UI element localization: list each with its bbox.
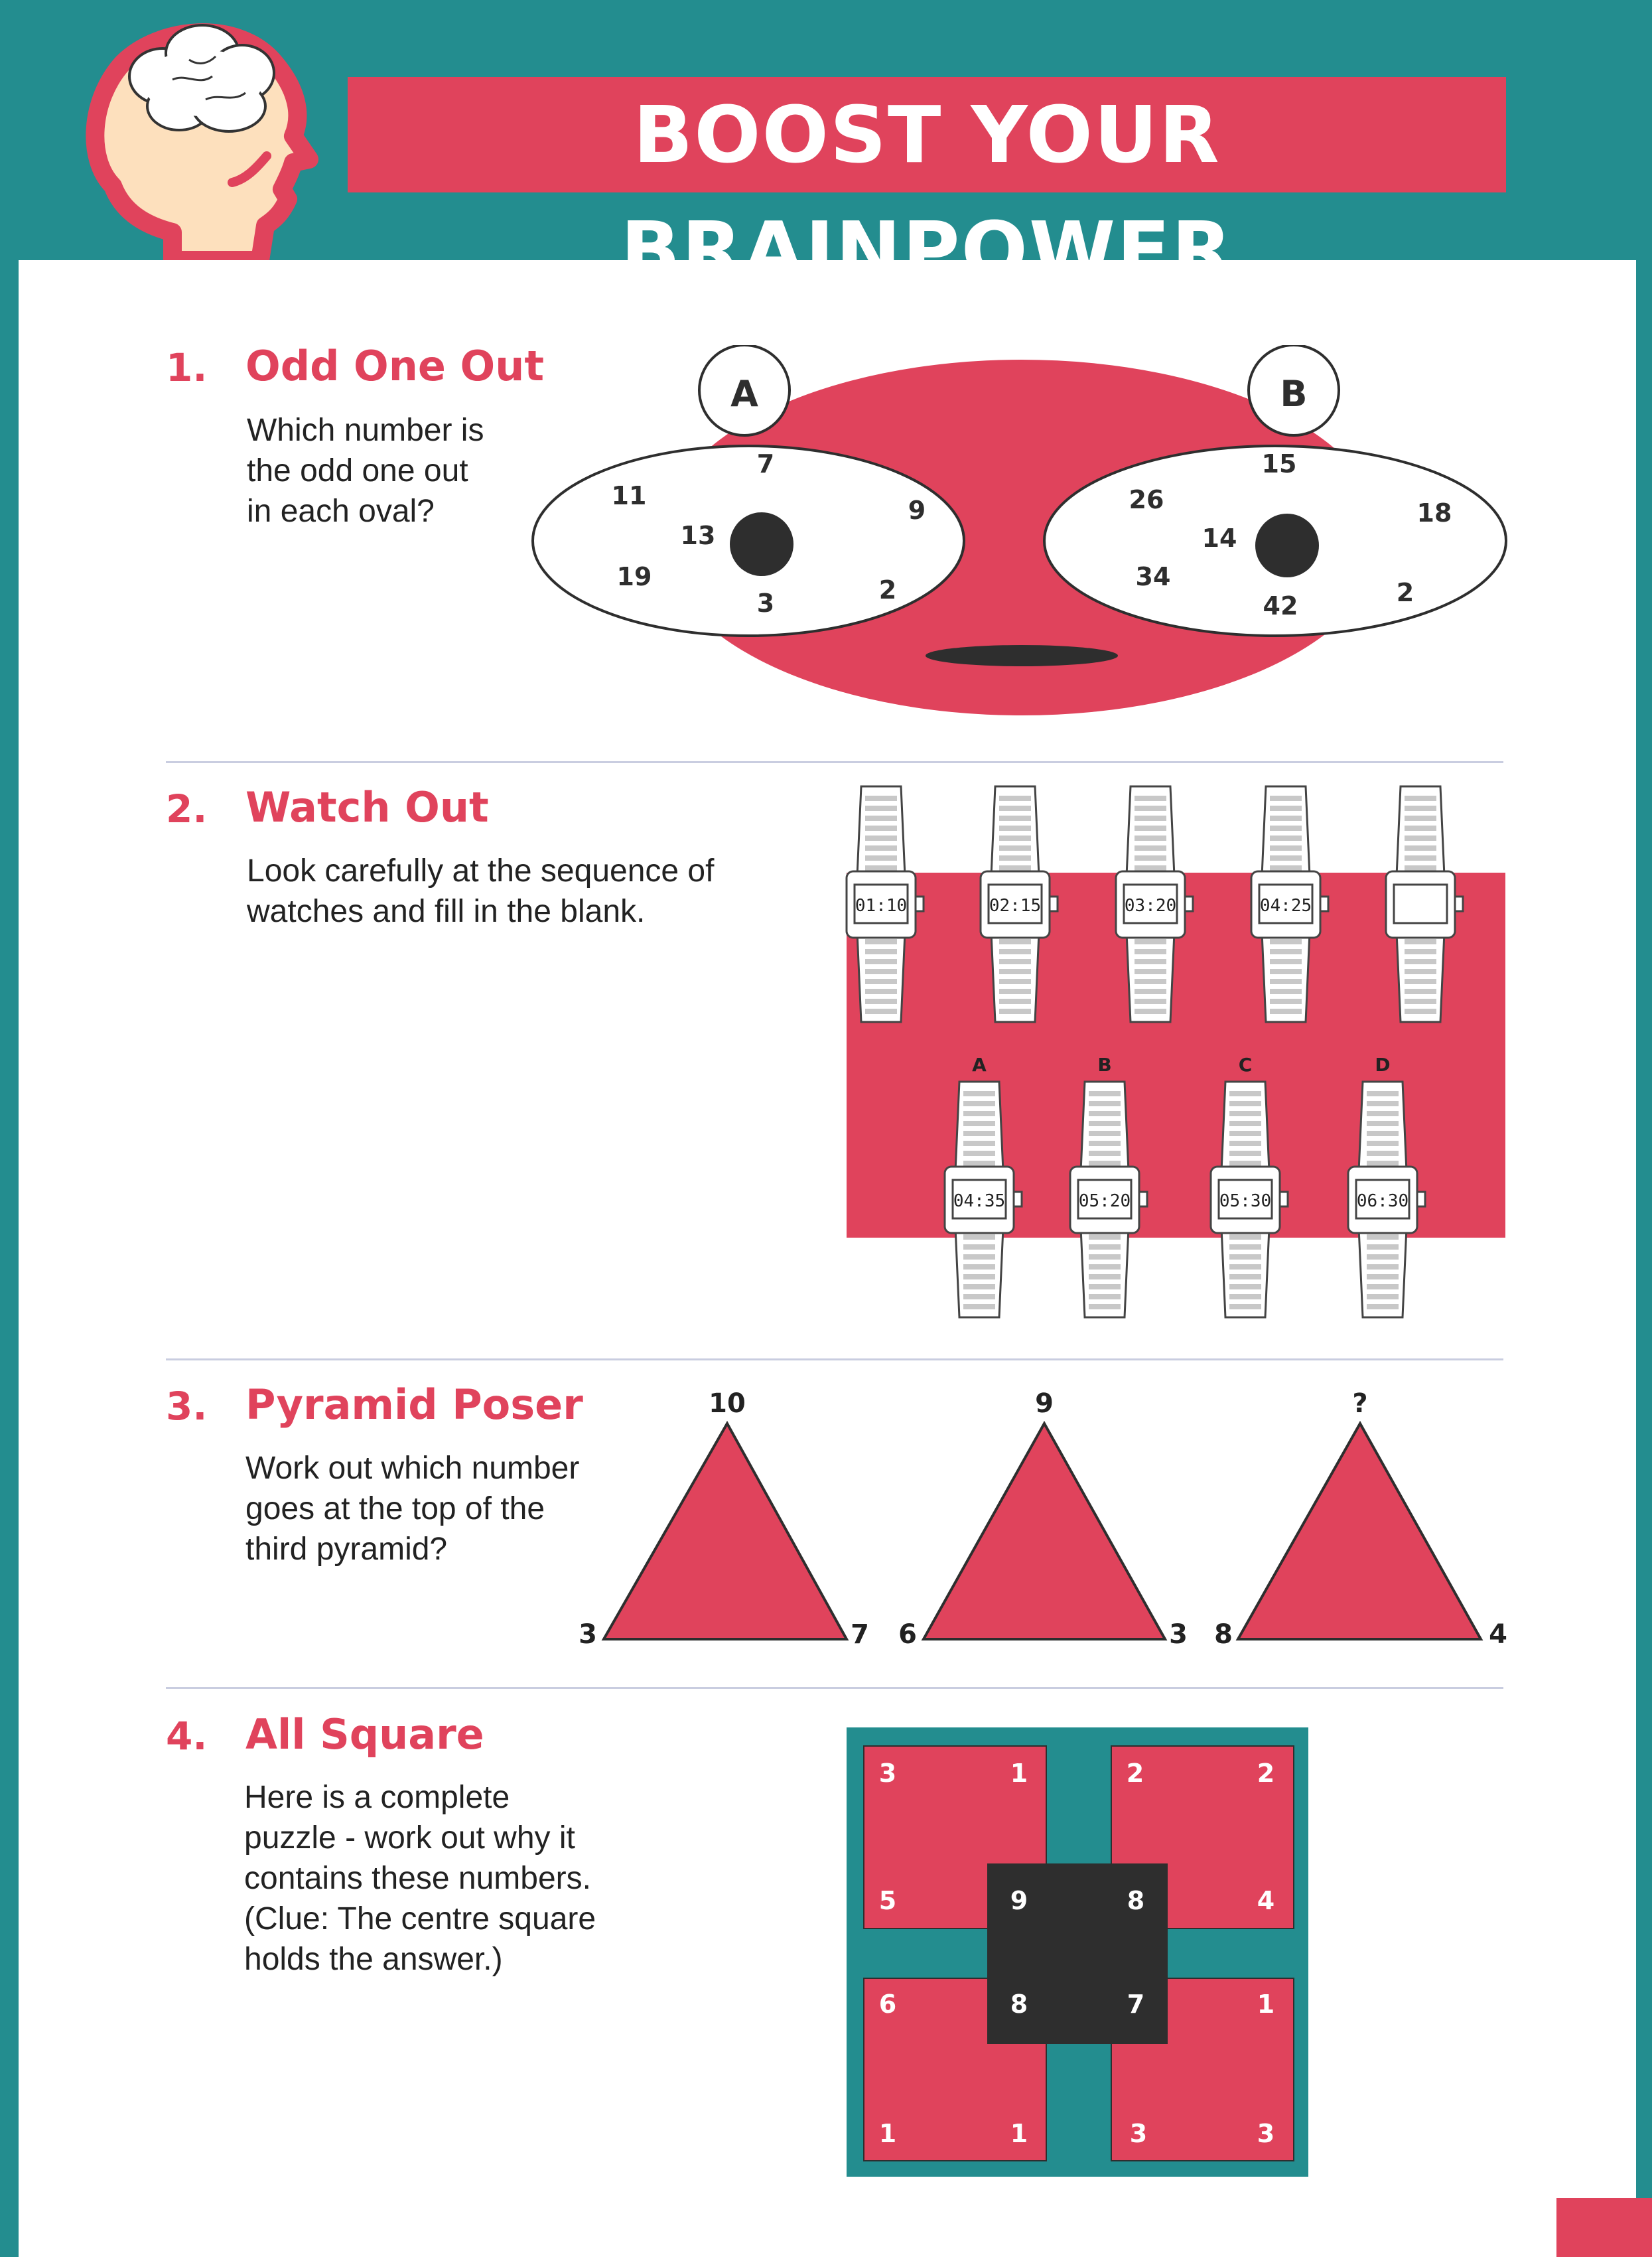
oval-b-number: 26	[1129, 485, 1164, 514]
strap-stripe	[1367, 1274, 1399, 1279]
oval-b-number: 18	[1416, 498, 1452, 528]
text-line: Look carefully at the sequence of	[247, 853, 715, 889]
strap-stripe	[865, 806, 897, 811]
watch-strap	[1262, 932, 1310, 1022]
watch-strap	[1081, 1228, 1129, 1317]
strap-stripe	[999, 836, 1031, 841]
text-line: watches and fill in the blank.	[247, 894, 646, 929]
strap-stripe	[1367, 1244, 1399, 1250]
strap-stripe	[1229, 1244, 1261, 1250]
strap-stripe	[1270, 796, 1302, 801]
text-line: (Clue: The centre square	[244, 1901, 596, 1936]
strap-stripe	[1367, 1294, 1399, 1299]
strap-stripe	[999, 969, 1031, 974]
pyramids-figure	[571, 1380, 1513, 1652]
centre-number: 8	[1127, 1886, 1145, 1915]
square-number: 3	[1129, 2119, 1148, 2148]
strap-stripe	[1229, 1111, 1261, 1116]
strap-stripe	[865, 865, 897, 871]
text-line: Here is a complete	[244, 1780, 510, 1815]
strap-stripe	[999, 989, 1031, 994]
strap-stripe	[1135, 969, 1166, 974]
strap-stripe	[963, 1234, 995, 1240]
pyramid-1	[579, 1388, 869, 1650]
watch-strap	[1397, 932, 1444, 1022]
watch-strap	[1359, 1228, 1407, 1317]
watch-strap	[857, 932, 905, 1022]
watch-crown	[1050, 897, 1058, 911]
oval-b-pupil	[1255, 514, 1319, 577]
strap-stripe	[1089, 1264, 1121, 1270]
question-2-text	[247, 851, 714, 932]
oval-b-number: 34	[1135, 562, 1171, 591]
strap-stripe	[999, 999, 1031, 1004]
strap-stripe	[963, 1264, 995, 1270]
strap-stripe	[1270, 1009, 1302, 1014]
strap-stripe	[999, 816, 1031, 821]
text-line: contains these numbers.	[244, 1861, 591, 1896]
watch-strap	[991, 932, 1039, 1022]
text-line: holds the answer.)	[244, 1942, 503, 1977]
strap-stripe	[963, 1284, 995, 1289]
strap-stripe	[1405, 806, 1436, 811]
square-number: 1	[1257, 1990, 1275, 2019]
left-border	[0, 0, 19, 2257]
strap-stripe	[865, 979, 897, 984]
text-line: puzzle - work out why it	[244, 1820, 575, 1856]
strap-stripe	[1229, 1091, 1261, 1096]
pyramid-top-number: 9	[1035, 1388, 1054, 1419]
strap-stripe	[1229, 1294, 1261, 1299]
strap-stripe	[1270, 959, 1302, 964]
strap-stripe	[963, 1254, 995, 1260]
question-3-number: 3.	[166, 1384, 208, 1429]
strap-stripe	[1135, 999, 1166, 1004]
strap-stripe	[1367, 1284, 1399, 1289]
strap-stripe	[1367, 1101, 1399, 1106]
strap-stripe	[865, 999, 897, 1004]
all-square-figure	[847, 1727, 1311, 2179]
strap-stripe	[1135, 845, 1166, 851]
strap-stripe	[1367, 1111, 1399, 1116]
strap-stripe	[1405, 865, 1436, 871]
strap-stripe	[963, 1141, 995, 1146]
strap-stripe	[1135, 816, 1166, 821]
strap-stripe	[1089, 1091, 1121, 1096]
strap-stripe	[999, 806, 1031, 811]
pyramid-left-number: 3	[579, 1619, 597, 1650]
strap-stripe	[1135, 855, 1166, 861]
watch-strap	[1127, 932, 1174, 1022]
strap-stripe	[1270, 979, 1302, 984]
strap-stripe	[1405, 969, 1436, 974]
strap-stripe	[1089, 1111, 1121, 1116]
strap-stripe	[963, 1131, 995, 1136]
watch-crown	[1320, 897, 1328, 911]
strap-stripe	[1405, 959, 1436, 964]
centre-number: 8	[1010, 1990, 1028, 2019]
strap-stripe	[1135, 806, 1166, 811]
pyramid-top-number: 10	[709, 1388, 746, 1419]
watch-strap	[1221, 1228, 1269, 1317]
section-divider	[166, 1358, 1503, 1360]
strap-stripe	[1089, 1284, 1121, 1289]
strap-stripe	[1089, 1254, 1121, 1260]
strap-stripe	[1135, 989, 1166, 994]
strap-stripe	[999, 826, 1031, 831]
watch-crown	[1280, 1192, 1288, 1206]
strap-stripe	[865, 1009, 897, 1014]
strap-stripe	[999, 796, 1031, 801]
watch-sequence-figure	[843, 783, 1513, 1327]
strap-stripe	[1405, 1009, 1436, 1014]
watch-crown	[1455, 897, 1463, 911]
watch-time: 03:20	[1124, 896, 1177, 916]
text-line: third pyramid?	[245, 1532, 448, 1567]
oval-b-number: 15	[1261, 449, 1297, 478]
watch-option-label: C	[1238, 1054, 1253, 1076]
strap-stripe	[1229, 1264, 1261, 1270]
strap-stripe	[1367, 1151, 1399, 1156]
pyramid-2	[898, 1388, 1188, 1650]
strap-stripe	[963, 1091, 995, 1096]
strap-stripe	[1135, 796, 1166, 801]
watch-time: 02:15	[989, 896, 1042, 916]
strap-stripe	[1135, 865, 1166, 871]
watch-time: 01:10	[855, 896, 908, 916]
strap-stripe	[865, 826, 897, 831]
pyramid-left-number: 8	[1214, 1619, 1233, 1650]
centre-number: 7	[1127, 1990, 1145, 2019]
strap-stripe	[865, 969, 897, 974]
square-number: 1	[1010, 1759, 1028, 1788]
oval-a-number: 9	[908, 496, 926, 525]
square-number: 4	[1257, 1886, 1275, 1915]
watch-crown	[1139, 1192, 1147, 1206]
pyramid-left-number: 6	[898, 1619, 917, 1650]
strap-stripe	[1135, 949, 1166, 954]
strap-stripe	[963, 1274, 995, 1279]
pyramid-3	[1214, 1388, 1507, 1650]
square-number: 1	[1010, 2119, 1028, 2148]
strap-stripe	[1089, 1131, 1121, 1136]
square-number: 5	[878, 1886, 897, 1915]
text-line: in each oval?	[247, 494, 435, 529]
strap-stripe	[1229, 1304, 1261, 1309]
section-divider	[166, 761, 1503, 763]
watch-option-label: A	[972, 1054, 987, 1076]
strap-stripe	[1270, 969, 1302, 974]
triangle	[924, 1423, 1165, 1639]
oval-b-number: 2	[1396, 578, 1414, 607]
oval-b-number: 42	[1263, 591, 1298, 620]
strap-stripe	[1367, 1234, 1399, 1240]
strap-stripe	[1270, 949, 1302, 954]
question-2-title: Watch Out	[245, 783, 489, 832]
triangle	[604, 1423, 847, 1639]
strap-stripe	[865, 796, 897, 801]
strap-stripe	[1405, 796, 1436, 801]
strap-stripe	[963, 1151, 995, 1156]
strap-stripe	[1089, 1304, 1121, 1309]
question-4-text	[244, 1777, 596, 1980]
strap-stripe	[999, 865, 1031, 871]
watch-face	[1394, 885, 1447, 923]
watch-time: 06:30	[1356, 1191, 1409, 1211]
oval-a-label: A	[730, 373, 758, 415]
strap-stripe	[999, 949, 1031, 954]
strap-stripe	[1135, 939, 1166, 944]
strap-stripe	[1229, 1284, 1261, 1289]
oval-a-number: 2	[878, 575, 897, 605]
strap-stripe	[1405, 826, 1436, 831]
strap-stripe	[1135, 979, 1166, 984]
section-divider	[166, 1687, 1503, 1689]
strap-stripe	[1270, 989, 1302, 994]
question-4-title: All Square	[245, 1710, 484, 1759]
strap-stripe	[1405, 855, 1436, 861]
square-number: 6	[878, 1990, 897, 2019]
strap-stripe	[999, 959, 1031, 964]
strap-stripe	[1229, 1274, 1261, 1279]
brain-head-icon	[46, 0, 325, 260]
strap-stripe	[1270, 999, 1302, 1004]
strap-stripe	[963, 1111, 995, 1116]
strap-stripe	[1367, 1264, 1399, 1270]
watch-crown	[1417, 1192, 1425, 1206]
strap-stripe	[1405, 999, 1436, 1004]
strap-stripe	[1089, 1294, 1121, 1299]
strap-stripe	[1367, 1161, 1399, 1166]
right-border	[1636, 0, 1652, 2257]
strap-stripe	[999, 939, 1031, 944]
watch-time: 04:35	[953, 1191, 1006, 1211]
strap-stripe	[999, 845, 1031, 851]
text-line: the odd one out	[247, 453, 468, 488]
watch-option-label: D	[1375, 1054, 1391, 1076]
oval-a-number: 19	[616, 562, 652, 591]
strap-stripe	[1229, 1141, 1261, 1146]
strap-stripe	[1270, 816, 1302, 821]
text-line: Work out which number	[245, 1451, 580, 1486]
oval-a-number: 3	[756, 589, 775, 618]
watch-strap	[955, 1228, 1003, 1317]
strap-stripe	[963, 1121, 995, 1126]
square-number: 2	[1257, 1759, 1275, 1788]
odd-one-out-figure	[531, 345, 1526, 717]
strap-stripe	[1229, 1254, 1261, 1260]
page-corner-tab	[1556, 2198, 1652, 2257]
watch-time: 05:20	[1078, 1191, 1131, 1211]
watch-time: 04:25	[1259, 896, 1312, 916]
strap-stripe	[1089, 1274, 1121, 1279]
strap-stripe	[1367, 1121, 1399, 1126]
oval-b-number: 14	[1202, 524, 1237, 553]
oval-b-label: B	[1280, 373, 1308, 415]
strap-stripe	[1367, 1304, 1399, 1309]
strap-stripe	[1270, 836, 1302, 841]
strap-stripe	[1405, 979, 1436, 984]
strap-stripe	[1270, 845, 1302, 851]
square-number: 2	[1126, 1759, 1144, 1788]
watch-crown	[916, 897, 924, 911]
strap-stripe	[1089, 1244, 1121, 1250]
strap-stripe	[1135, 1009, 1166, 1014]
strap-stripe	[1135, 959, 1166, 964]
strap-stripe	[1405, 989, 1436, 994]
triangle	[1238, 1423, 1481, 1639]
strap-stripe	[1405, 836, 1436, 841]
strap-stripe	[865, 989, 897, 994]
square-number: 3	[1257, 2119, 1275, 2148]
strap-stripe	[1229, 1234, 1261, 1240]
page-title: BOOST YOUR BRAINPOWER	[620, 89, 1233, 296]
strap-stripe	[1135, 836, 1166, 841]
square-number: 3	[878, 1759, 897, 1788]
pyramid-right-number: 4	[1489, 1619, 1507, 1650]
strap-stripe	[1270, 826, 1302, 831]
strap-stripe	[1135, 826, 1166, 831]
text-line: Which number is	[247, 413, 484, 448]
question-2-number: 2.	[166, 786, 208, 832]
strap-stripe	[999, 979, 1031, 984]
strap-stripe	[865, 855, 897, 861]
strap-stripe	[865, 939, 897, 944]
strap-stripe	[963, 1244, 995, 1250]
strap-stripe	[1089, 1234, 1121, 1240]
strap-stripe	[1270, 855, 1302, 861]
pyramid-top-number: ?	[1352, 1388, 1368, 1419]
oval-a-number: 13	[680, 521, 716, 550]
question-1-title: Odd One Out	[245, 342, 545, 390]
strap-stripe	[865, 845, 897, 851]
strap-stripe	[1229, 1131, 1261, 1136]
question-3-title: Pyramid Poser	[245, 1380, 583, 1429]
watch-option-label: B	[1097, 1054, 1112, 1076]
strap-stripe	[1367, 1141, 1399, 1146]
strap-stripe	[1270, 806, 1302, 811]
watch-crown	[1185, 897, 1193, 911]
strap-stripe	[1367, 1254, 1399, 1260]
strap-stripe	[1089, 1161, 1121, 1166]
watch-crown	[1014, 1192, 1022, 1206]
strap-stripe	[865, 949, 897, 954]
strap-stripe	[963, 1101, 995, 1106]
strap-stripe	[963, 1161, 995, 1166]
strap-stripe	[963, 1304, 995, 1309]
strap-stripe	[1405, 816, 1436, 821]
strap-stripe	[1270, 939, 1302, 944]
strap-stripe	[1089, 1151, 1121, 1156]
strap-stripe	[1367, 1091, 1399, 1096]
strap-stripe	[999, 1009, 1031, 1014]
oval-a-pupil	[730, 512, 793, 576]
mouth	[926, 645, 1118, 666]
strap-stripe	[1089, 1141, 1121, 1146]
strap-stripe	[1229, 1151, 1261, 1156]
question-3-text	[245, 1448, 579, 1569]
strap-stripe	[963, 1294, 995, 1299]
text-line: goes at the top of the	[245, 1491, 545, 1526]
strap-stripe	[1367, 1131, 1399, 1136]
strap-stripe	[1229, 1101, 1261, 1106]
strap-stripe	[865, 959, 897, 964]
strap-stripe	[1405, 949, 1436, 954]
question-4-number: 4.	[166, 1713, 208, 1759]
pyramid-right-number: 3	[1169, 1619, 1188, 1650]
strap-stripe	[999, 855, 1031, 861]
centre-number: 9	[1010, 1886, 1028, 1915]
strap-stripe	[865, 816, 897, 821]
oval-a-number: 11	[611, 481, 647, 510]
strap-stripe	[1229, 1161, 1261, 1166]
strap-stripe	[1089, 1101, 1121, 1106]
watch-time: 05:30	[1219, 1191, 1272, 1211]
strap-stripe	[865, 836, 897, 841]
square-number: 1	[878, 2119, 897, 2148]
strap-stripe	[1405, 939, 1436, 944]
strap-stripe	[1229, 1121, 1261, 1126]
oval-a-number: 7	[756, 449, 775, 478]
strap-stripe	[1405, 845, 1436, 851]
question-1-number: 1.	[166, 345, 208, 390]
pyramid-right-number: 7	[851, 1619, 869, 1650]
question-1-text	[247, 410, 484, 532]
strap-stripe	[1089, 1121, 1121, 1126]
strap-stripe	[1270, 865, 1302, 871]
